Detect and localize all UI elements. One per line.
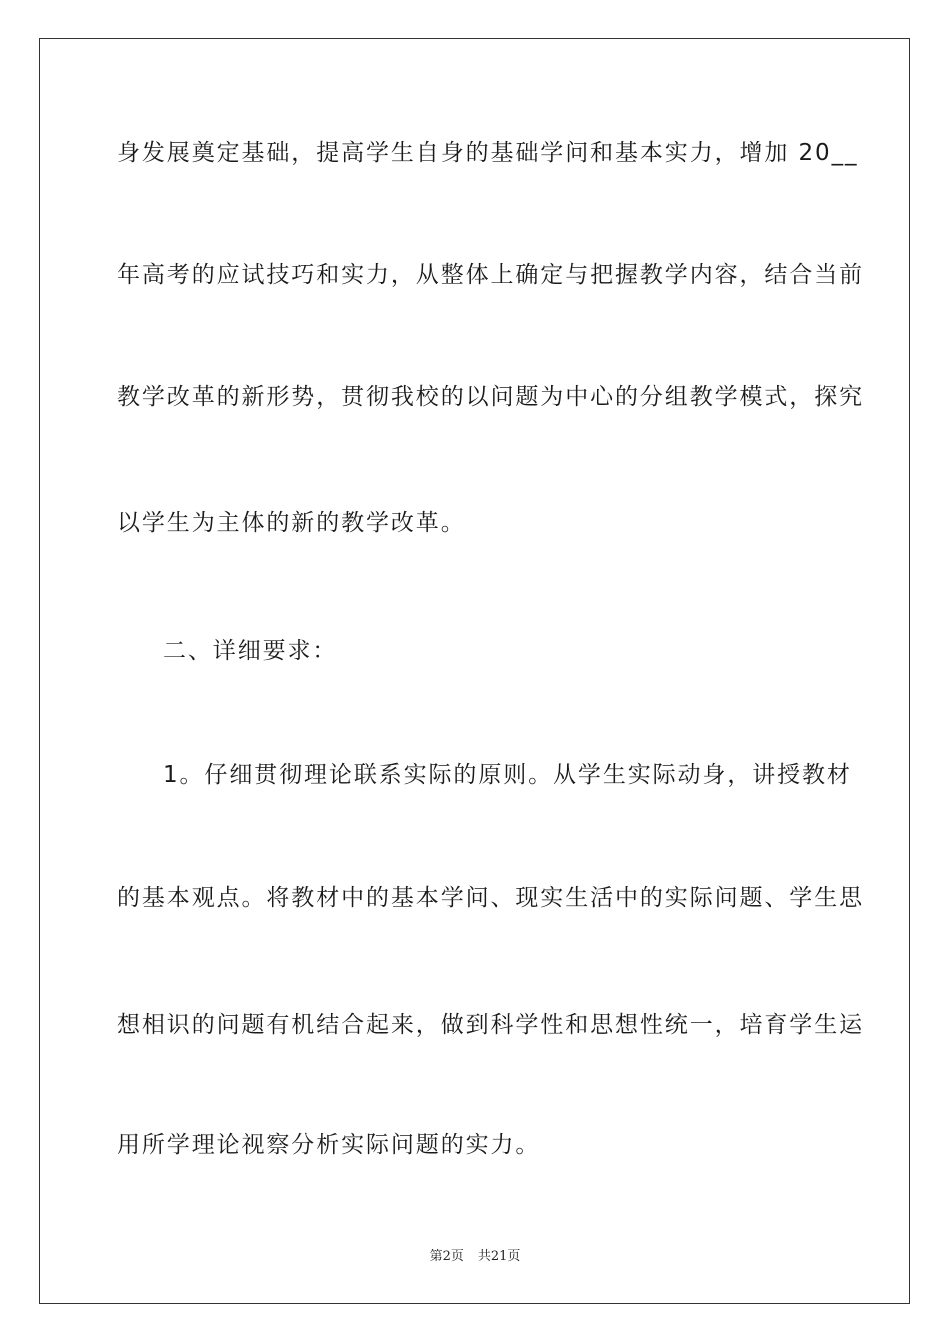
body-text-line: 的基本观点。将教材中的基本学问、现实生活中的实际问题、学生思 — [117, 885, 864, 911]
body-text-line: 以学生为主体的新的教学改革。 — [117, 510, 466, 536]
page-total: 共21页 — [477, 1249, 521, 1264]
section-heading: 二、详细要求： — [163, 638, 338, 664]
body-text-line: 年高考的应试技巧和实力，从整体上确定与把握教学内容，结合当前 — [117, 262, 864, 288]
body-text-line: 用所学理论视察分析实际问题的实力。 — [117, 1132, 541, 1158]
page-number: 第2页 — [429, 1249, 464, 1264]
body-text-line: 教学改革的新形势，贯彻我校的以问题为中心的分组教学模式，探究 — [117, 384, 864, 410]
body-text-line: 想相识的问题有机结合起来，做到科学性和思想性统一，培育学生运 — [117, 1012, 864, 1038]
body-text-line: 1。仔细贯彻理论联系实际的原则。从学生实际动身，讲授教材 — [163, 762, 852, 788]
page-border — [39, 38, 910, 1304]
body-text-line: 身发展奠定基础，提高学生自身的基础学问和基本实力，增加 20__ — [117, 140, 859, 166]
page-footer — [0, 1248, 950, 1266]
